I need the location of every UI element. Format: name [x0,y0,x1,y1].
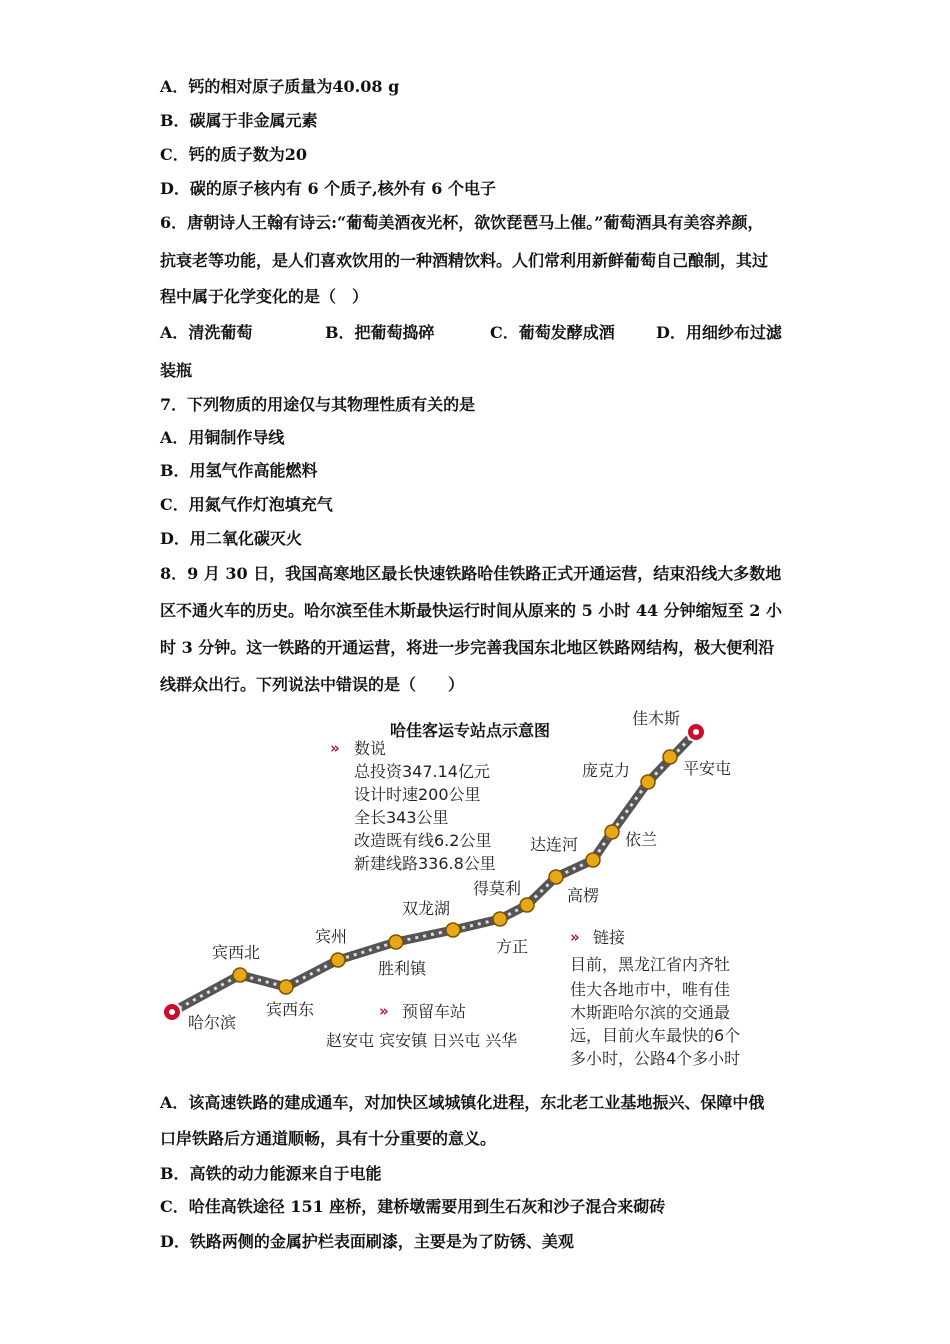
q5-option-d: D．碳的原子核内有 6 个质子,核外有 6 个电子 [160,179,496,198]
q6-option-c: C．葡萄发酵成酒 [490,323,615,342]
q5-option-c: C．钙的质子数为20 [160,145,308,164]
q6-option-d: D．用细纱布过滤 [656,323,782,342]
reserved-arrow-icon: » [379,1002,389,1020]
label-dalianhe: 达连河 [530,835,579,854]
data-line-rebuilt: 改造既有线6.2公里 [354,831,492,850]
q8-option-a-line2: 口岸铁路后方通道顺畅，具有十分重要的意义。 [160,1129,497,1148]
q8-option-a-line1: A．该高速铁路的建成通车，对加快区域城镇化进程，东北老工业基地振兴、保障中俄 [160,1093,765,1112]
label-yilan: 依兰 [625,830,658,849]
q7-option-b: B．用氢气作高能燃料 [160,461,318,480]
data-line-investment: 总投资347.14亿元 [354,762,490,781]
station-dot-binzhou [331,953,345,967]
label-shengli: 胜利镇 [378,959,427,978]
q6-option-d-cont: 装瓶 [160,361,193,380]
link-arrow-icon: » [570,928,580,946]
label-harbin: 哈尔滨 [188,1013,237,1032]
data-line-new: 新建线路336.8公里 [354,854,496,873]
data-header: 数说 [354,739,387,758]
station-dot-binxibei [233,968,247,982]
q7-option-a: A．用铜制作导线 [160,428,285,447]
label-shuanglong: 双龙湖 [402,899,451,918]
q8-stem-line3: 时 3 分钟。这一铁路的开通运营，将进一步完善我国东北地区铁路网结构，极大便利沿 [160,638,775,657]
q8-stem-line1: 8．9 月 30 日，我国高寒地区最长快速铁路哈佳铁路正式开通运营，结束沿线大多数地 [160,564,782,583]
q6-options [160,323,800,343]
label-binxidong: 宾西东 [266,1000,315,1019]
station-dot-pingan [663,750,677,764]
label-jiamusi: 佳木斯 [632,709,681,728]
q6-stem-line3: 程中属于化学变化的是（ ） [160,287,369,306]
station-dot-demoli [520,898,534,912]
link-line-4: 远，目前火车最快的6个 [570,1026,741,1045]
station-dot-fangzheng [493,912,507,926]
q5-option-a: A．钙的相对原子质量为40.08 g [160,77,400,96]
station-dot-shengli [389,935,403,949]
station-dot-hongkeli [641,775,655,789]
station-dot-shuanglong [446,923,460,937]
q8-option-d: D．铁路两侧的金属护栏表面刷漆，主要是为了防锈、美观 [160,1232,574,1251]
map-title: 哈佳客运专站点示意图 [390,721,551,740]
q5-option-b: B．碳属于非金属元素 [160,111,318,130]
link-header: 链接 [593,928,626,947]
label-fangzheng: 方正 [496,937,529,956]
label-pingan: 平安屯 [683,759,732,778]
q6-stem-line1: 6．唐朝诗人王翰有诗云:“葡萄美酒夜光杯，欲饮琵琶马上催。”葡萄酒具有美容养颜， [160,213,764,232]
reserved-header: 预留车站 [402,1002,467,1021]
station-dot-dalianhe [586,853,600,867]
link-line-3: 木斯距哈尔滨的交通最 [570,1003,731,1022]
q8-stem-line4: 线群众出行。下列说法中错误的是（ ） [160,675,465,694]
q6-stem-line2: 抗衰老等功能，是人们喜欢饮用的一种酒精饮料。人们常利用新鲜葡萄自己酿制，其过 [160,251,769,270]
label-binzhou: 宾州 [315,927,348,946]
link-line-1: 目前，黑龙江省内齐牡 [570,955,731,974]
q8-option-b: B．高铁的动力能源来自于电能 [160,1164,382,1183]
q7-option-d: D．用二氧化碳灭火 [160,529,302,548]
station-dot-binxidong [279,980,293,994]
data-arrow-icon: » [330,739,340,757]
q6-option-b: B．把葡萄捣碎 [325,323,435,342]
label-hongkeli: 庞克力 [582,761,631,780]
data-line-speed: 设计时速200公里 [354,785,481,804]
data-line-length: 全长343公里 [354,808,449,827]
q7-stem: 7．下列物质的用途仅与其物理性质有关的是 [160,395,476,414]
link-line-2: 佳大各地市中，唯有佳 [570,980,731,999]
label-demoli: 得莫利 [473,879,522,898]
label-gaoleng: 高楞 [567,886,600,905]
q8-stem-line2: 区不通火车的历史。哈尔滨至佳木斯最快运行时间从原来的 5 小时 44 分钟缩短至 2 小 [160,601,782,620]
railway-map [160,700,790,1080]
terminal-jiamusi [687,723,705,741]
link-line-5: 多小时，公路4个多小时 [570,1049,741,1068]
q6-option-a: A．清洗葡萄 [160,323,253,342]
q7-option-c: C．用氮气作灯泡填充气 [160,495,333,514]
station-dot-yilan [605,825,619,839]
reserved-stations: 赵安屯 宾安镇 日兴屯 兴华 [326,1031,518,1050]
q8-option-c: C．哈佳高铁途径 151 座桥，建桥墩需要用到生石灰和沙子混合来砌砖 [160,1197,666,1216]
label-binxibei: 宾西北 [212,943,261,962]
terminal-harbin [163,1003,181,1021]
station-dot-gaoleng [549,870,563,884]
